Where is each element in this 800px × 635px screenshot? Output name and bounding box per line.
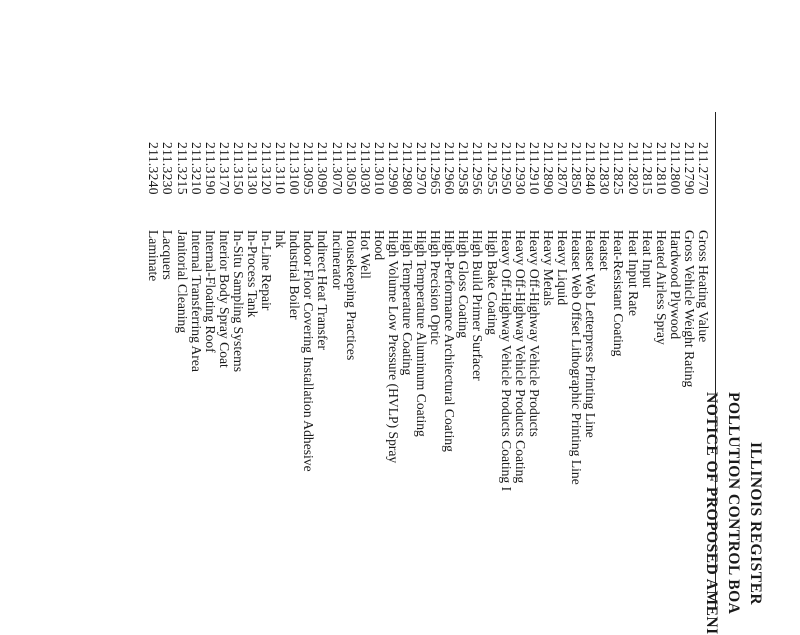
section-number: 211.2965 [428,142,444,195]
section-number: 211.2930 [512,142,528,195]
definition-row [499,142,513,491]
defined-term: Industrial Boiler [287,230,303,320]
notice-header: NOTICE OF PROPOSED AMENI [703,392,720,635]
header-rule [715,112,716,608]
defined-term: Hood [371,230,387,261]
definition-row [160,142,174,491]
definition-row [358,142,372,491]
defined-term: In-Process Tank [245,230,260,318]
section-number: 211.3230 [160,142,176,195]
section-number: 211.3210 [188,142,204,195]
section-number: 211.2890 [540,142,556,195]
defined-term: Heavy Off-Highway Vehicle Products Coating [512,230,528,484]
defined-term: Heatset [597,230,613,271]
definition-row [386,142,400,491]
definition-row [287,142,301,491]
definition-row [682,142,696,491]
definition-row [597,142,611,491]
definition-row [625,142,639,491]
definition-row [315,142,329,491]
defined-term: Housekeeping Practices [343,230,359,361]
definition-row [696,142,710,491]
definition-row [174,142,188,491]
defined-term: High Bake Coating [484,230,500,335]
defined-term: Internal-Floating Roof [202,230,218,353]
section-number: 211.2850 [569,142,585,195]
defined-term: High Temperature Aluminum Coating [414,230,430,437]
section-number: 211.2820 [625,142,641,195]
definition-row [513,142,527,491]
defined-term: Interior Body Spray Coat [216,230,232,368]
definition-row [231,142,245,491]
section-number: 211.3215 [174,142,190,195]
defined-term: Heat Input Rate [625,230,641,317]
section-number: 211.3130 [245,142,260,195]
defined-term: In-Line Repair [259,230,275,311]
definition-row [217,142,231,491]
section-number: 211.3010 [371,142,387,195]
definition-row [470,142,484,491]
definition-row [259,142,273,491]
section-number: 211.2980 [400,142,416,195]
section-number: 211.3100 [287,142,303,195]
section-number: 211.2810 [653,142,669,195]
definition-row [273,142,287,491]
board-header: POLLUTION CONTROL BOA [725,392,742,615]
section-number: 211.2950 [498,142,514,195]
defined-term: Heavy Off-Highway Vehicle Products Coating I [498,230,514,492]
section-number: 211.3120 [259,142,275,195]
section-number: 211.3030 [357,142,373,195]
section-number: 211.2956 [470,142,486,195]
defined-term: High-Performance Architectural Coating [442,230,458,452]
definition-row [456,142,470,491]
definition-row [611,142,625,491]
definition-row [344,142,358,491]
defined-term: High Temperature Coating [400,230,416,376]
defined-term: Heatset Web Letterpress Printing Line [583,230,599,438]
defined-term: Heatset Web Offset Lithographic Printing Line [569,230,585,485]
definition-row [203,142,217,491]
section-number: 211.2770 [696,142,711,195]
definition-row [372,142,386,491]
defined-term: Hardwood Plywood [667,230,683,340]
section-number: 211.2960 [442,142,458,195]
defined-term: High Gloss Coating [456,230,472,338]
defined-term: Indoor Floor Covering Installation Adhesive [301,230,317,472]
section-number: 211.3240 [146,142,162,195]
defined-term: Indirect Heat Transfer [315,230,331,351]
definition-row [428,142,442,491]
definition-row [555,142,569,491]
defined-term: High Volume Low Pressure (HVLP) Spray [385,230,401,464]
definition-row [400,142,414,491]
definition-row [189,142,203,491]
defined-term: Heated Airless Spray [653,230,669,345]
defined-term: Internal Transferring Area [188,230,204,372]
section-number: 211.2840 [583,142,599,195]
defined-term: High Precision Optic [428,230,444,345]
defined-term: Heavy Liquid [555,230,571,306]
section-number: 211.2990 [385,142,401,195]
definition-row [146,142,160,491]
section-number: 211.2825 [611,142,627,195]
defined-term: Heat-Resistant Coating [611,230,627,357]
defined-term: Heavy Metals [540,230,556,306]
section-number: 211.2830 [597,142,613,195]
definition-row [654,142,668,491]
section-number: 211.3090 [315,142,331,195]
definition-row [527,142,541,491]
defined-term: Gross Vehicle Weight Rating [681,230,697,388]
section-number: 211.2815 [639,142,655,195]
register-header: ILLINOIS REGISTER [747,442,764,606]
section-number: 211.2910 [526,142,542,195]
section-number: 211.2790 [681,142,697,195]
section-number: 211.3150 [230,142,246,195]
definition-row [301,142,315,491]
section-number: 211.3110 [273,142,289,195]
section-number: 211.3170 [216,142,232,195]
defined-term: Heavy Off-Highway Vehicle Products [526,230,542,437]
section-number: 211.2870 [555,142,571,195]
definitions-list [146,142,710,491]
defined-term: Ink [273,230,289,249]
definition-row [583,142,597,491]
definition-row [541,142,555,491]
defined-term: Laminate [146,230,162,282]
definition-row [640,142,654,491]
defined-term: In-Situ Sampling Systems [230,230,246,372]
definition-row [329,142,343,491]
definition-row [245,142,259,491]
defined-term: Lacquers [160,230,176,280]
defined-term: Incinerator [329,230,345,290]
definition-row [442,142,456,491]
definition-row [485,142,499,491]
defined-term: Janitorial Cleaning [174,230,190,334]
section-number: 211.3095 [301,142,317,195]
section-number: 211.2800 [667,142,683,195]
defined-term: Heat Input [639,230,655,288]
definition-row [569,142,583,491]
definition-row [414,142,428,491]
defined-term: Gross Heating Value [696,230,711,343]
section-number: 211.3050 [343,142,359,195]
section-number: 211.3190 [202,142,218,195]
section-number: 211.3070 [329,142,345,195]
defined-term: High Build Primer Surfacer [470,230,486,381]
definition-row [668,142,682,491]
defined-term: Hot Well [357,230,373,279]
section-number: 211.2958 [456,142,472,195]
section-number: 211.2970 [414,142,430,195]
section-number: 211.2955 [484,142,500,195]
